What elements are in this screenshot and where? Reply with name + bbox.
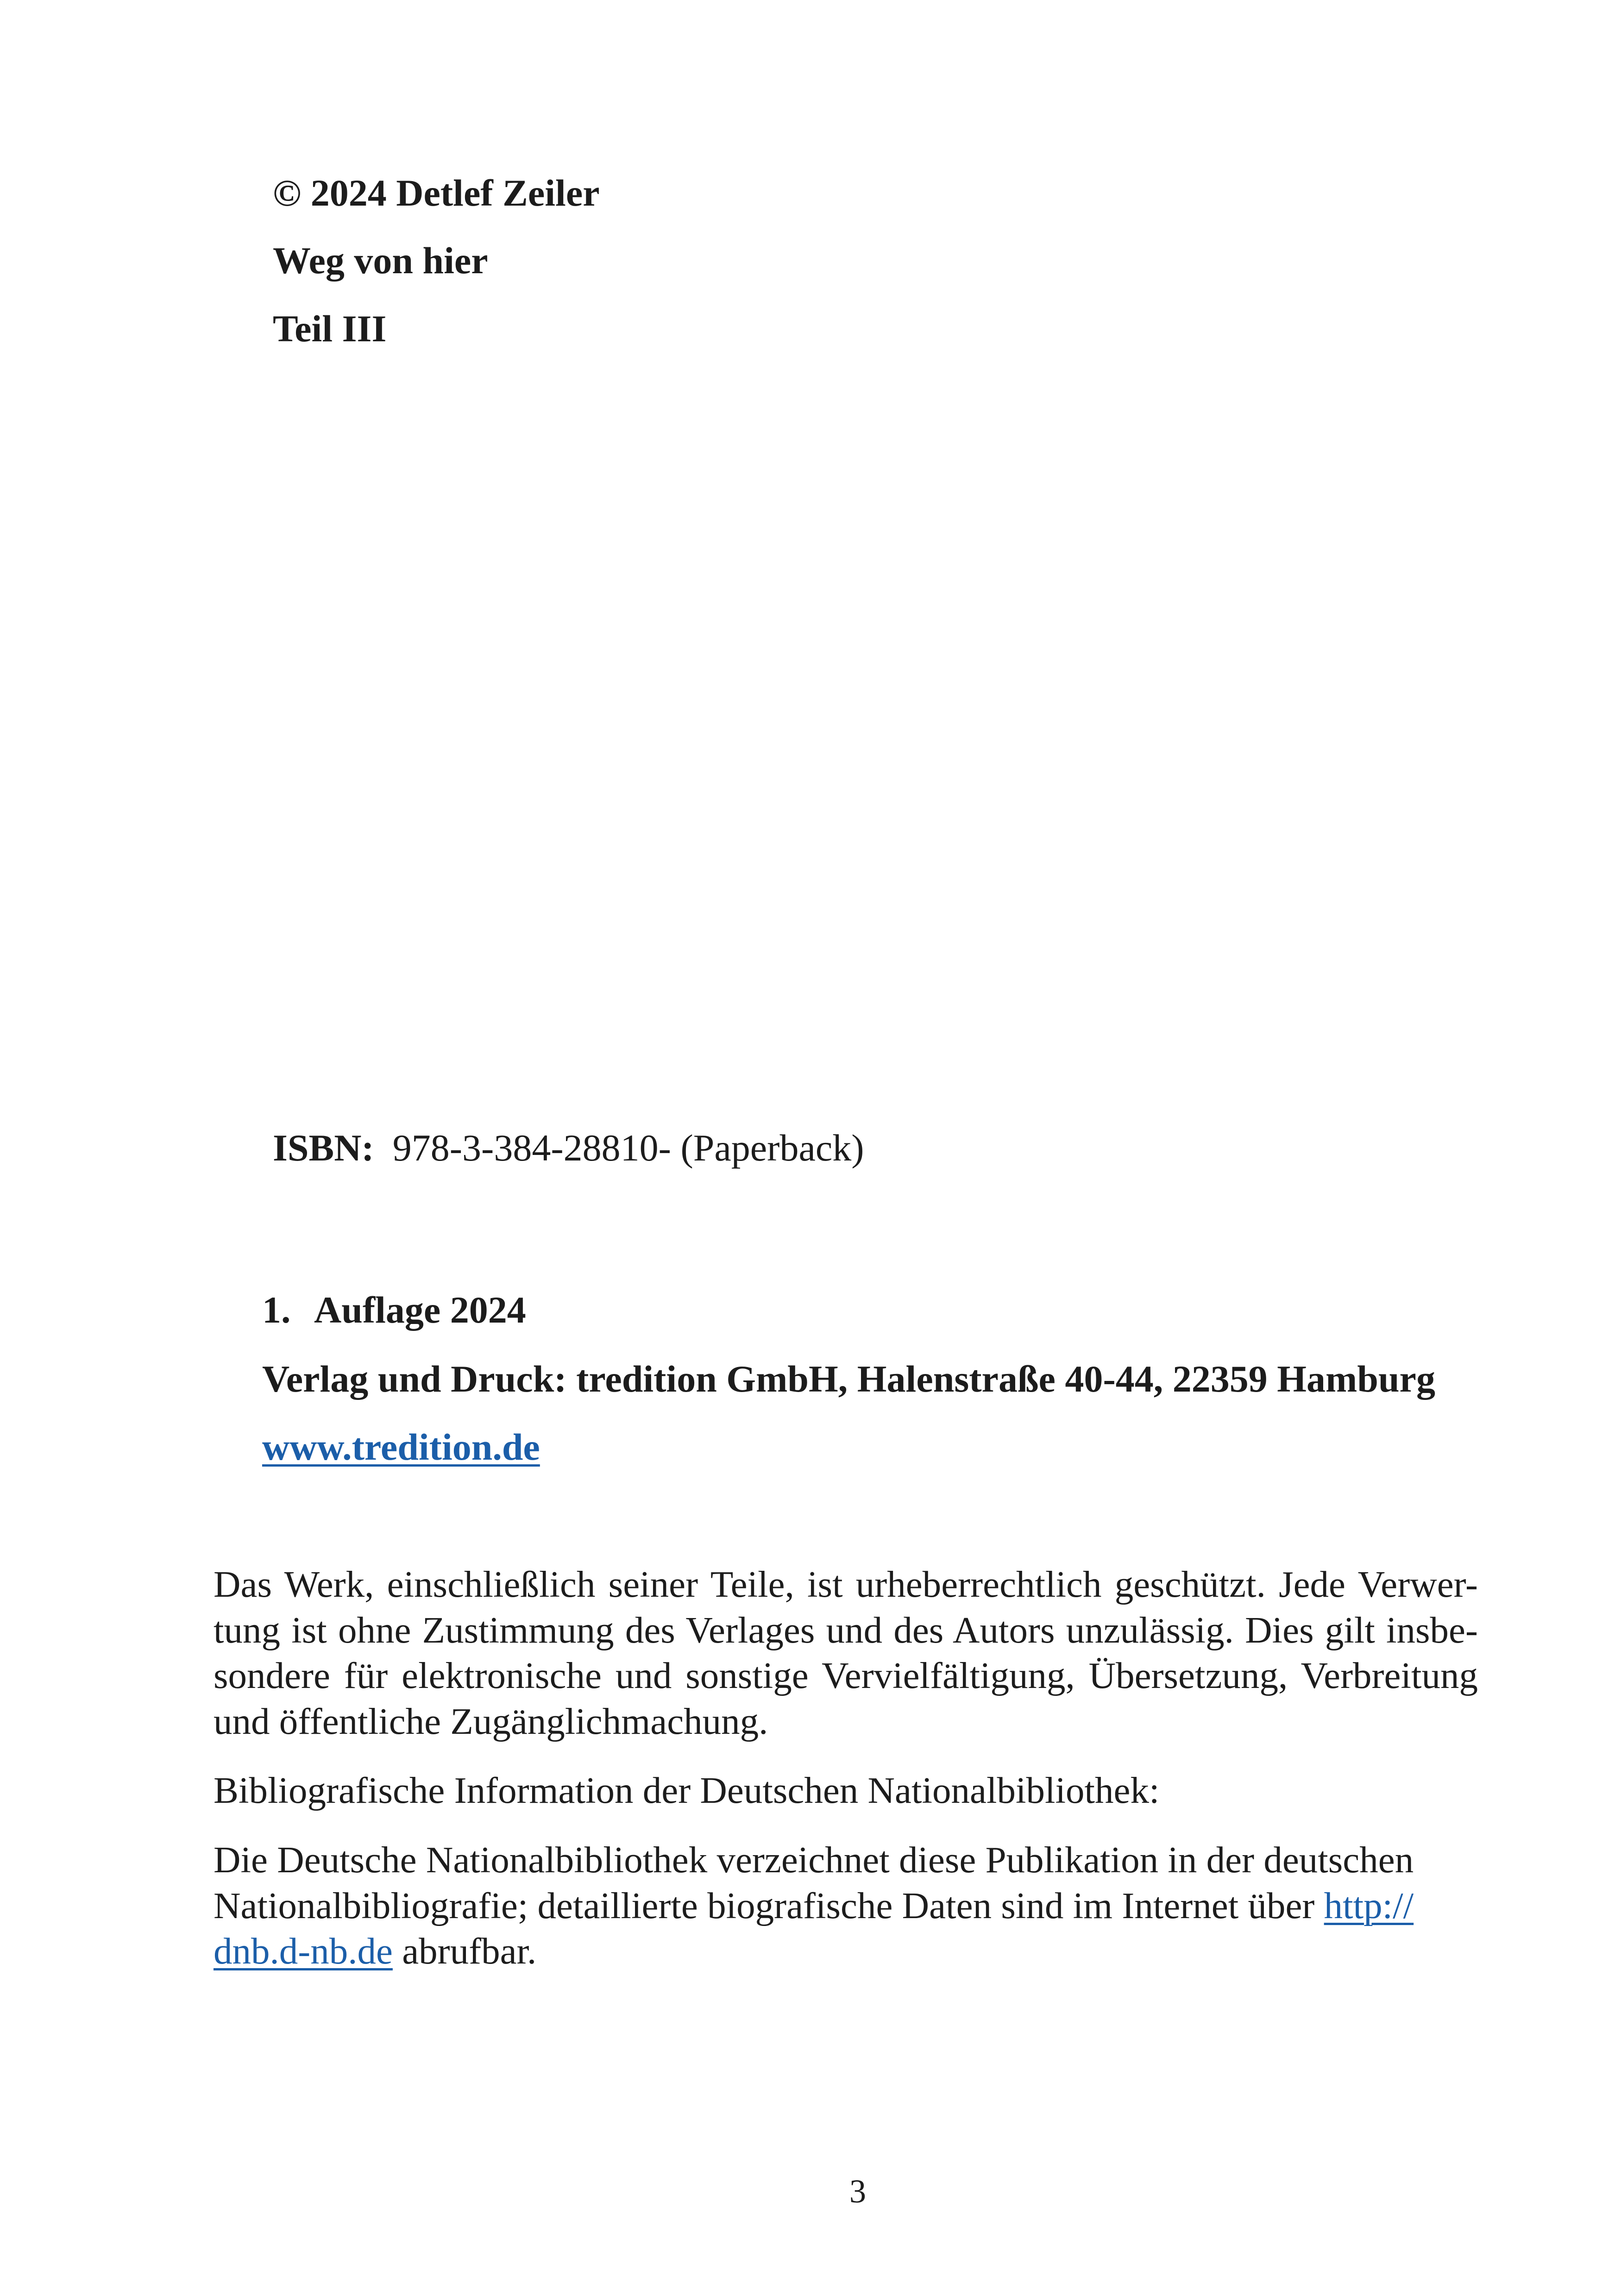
dnb-link-part1[interactable]: http:// — [1324, 1884, 1414, 1926]
bibliographic-heading-block — [214, 1768, 1478, 1813]
copyright-notice-line: Das Werk, einschließlich seiner Teile, ist urheberrechtlich geschützt. Jede Verwer- — [214, 1563, 1478, 1605]
bibliographic-line: Die Deutsche Nationalbibliothek verzeichnet diese Publikation in der deutschen — [214, 1839, 1414, 1881]
bibliographic-line — [214, 1883, 1478, 1929]
bibliographic-text: abrufbar. — [392, 1930, 537, 1972]
page-number: 3 — [849, 2173, 866, 2210]
bibliographic-line — [214, 1928, 1478, 1974]
copyright-notice — [214, 1562, 1478, 1744]
copyright-notice-line: tung ist ohne Zustimmung des Verlages und des Autors unzulässig. Dies gilt insbe- — [214, 1609, 1478, 1651]
copyright-line: © 2024 Detlef Zeiler — [273, 172, 600, 214]
bibliographic-heading: Bibliografische Information der Deutschen Nationalbibliothek: — [214, 1769, 1160, 1811]
bibliographic-text: Nationalbibliografie; detaillierte biografische Daten sind im Internet über — [214, 1884, 1324, 1926]
edition-line — [262, 1287, 526, 1333]
copyright-notice-line: sondere für elektronische und sonstige Vervielfältigung, Übersetzung, Verbreitung — [214, 1655, 1478, 1697]
dnb-link-part2[interactable]: dnb.d-nb.de — [214, 1930, 393, 1972]
isbn-value: 978-3-384-28810- (Paperback) — [392, 1127, 864, 1169]
publisher-website-line — [262, 1424, 540, 1470]
isbn-label: ISBN: — [273, 1127, 374, 1169]
book-title: Weg von hier — [273, 239, 488, 282]
copyright-notice-line: und öffentliche Zugänglichmachung. — [214, 1700, 768, 1742]
publisher-line: Verlag und Druck: tredition GmbH, Halenstraße 40-44, 22359 Hamburg — [262, 1358, 1435, 1400]
bibliographic-notice — [214, 1837, 1478, 1974]
edition-number: 1. — [262, 1289, 291, 1331]
publisher-website-link[interactable]: www.tredition.de — [262, 1426, 540, 1468]
isbn-line — [273, 1125, 864, 1171]
edition-label: Auflage 2024 — [314, 1289, 526, 1331]
book-part: Teil III — [273, 307, 387, 350]
